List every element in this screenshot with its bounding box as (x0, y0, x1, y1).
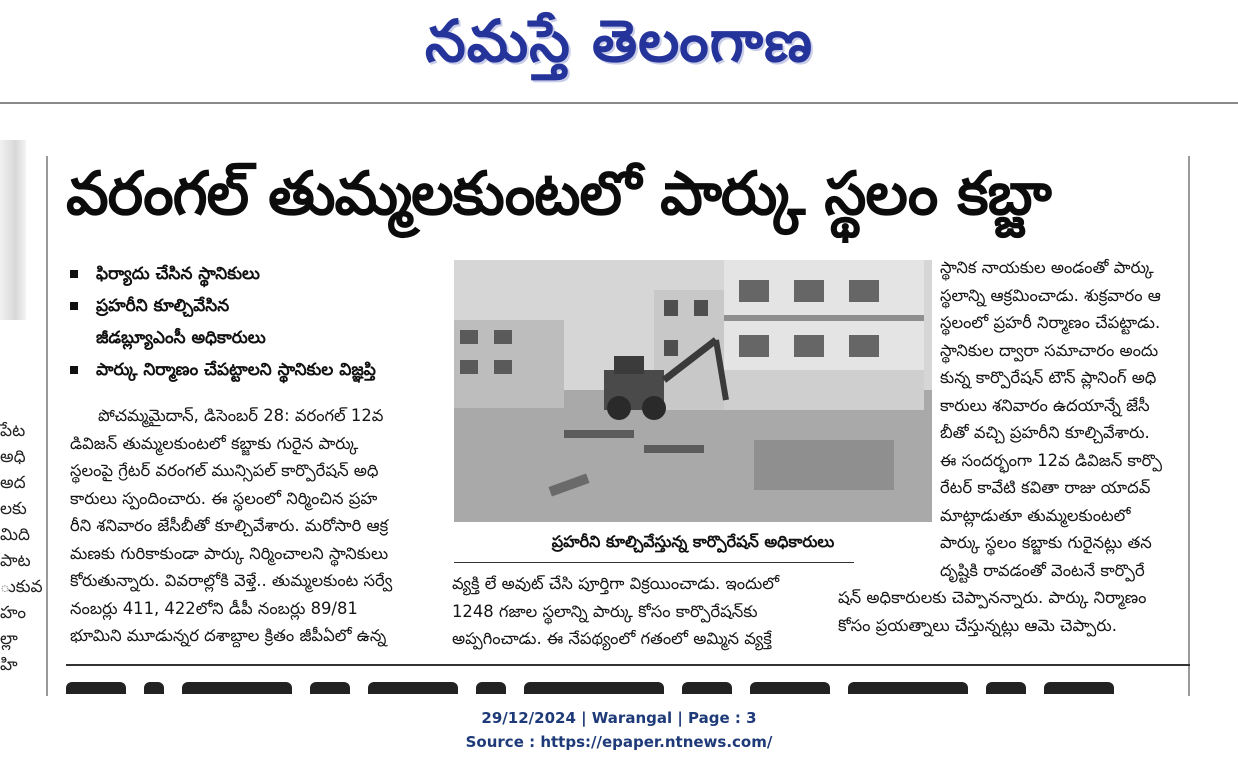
fragment-line: పేట (0, 421, 26, 441)
article-column-3-continued (838, 584, 1190, 639)
body-line: డివిజన్ తుమ్మలకుంటలో కబ్జాకు గురైన పార్కు (70, 433, 359, 453)
bullet-square-icon (70, 302, 78, 310)
body-line: మాట్లాడుతూ తుమ్మలకుంటలో (940, 505, 1131, 525)
body-line: కోరుతున్నారు. వివరాల్లోకి వెళ్తే.. తుమ్మలకుంట సర్వే (70, 571, 393, 590)
bullet-square-icon (70, 270, 78, 278)
bullet-square-icon (70, 366, 78, 374)
column-divider-left (46, 156, 48, 696)
bullet-text-continued: జీడబ్ల్యూఎంసీ అధికారులు (96, 328, 266, 348)
footer-date-edition: 29/12/2024 | Warangal | Page : 3 (481, 709, 757, 727)
fragment-line: హి (0, 655, 18, 675)
bullet-item (66, 290, 446, 354)
caption-divider (454, 562, 854, 563)
bullet-item (66, 354, 446, 386)
body-line: బీతో వచ్చి ప్రహరీని కూల్చివేశారు. (940, 423, 1150, 442)
bullet-text: ఫిర్యాదు చేసిన స్థానికులు (96, 264, 260, 284)
body-line: స్థానికుల ద్వారా సమాచారం అందు (940, 340, 1159, 360)
body-line: పార్కు స్థలం కబ్జాకు గురైనట్లు తన (940, 533, 1152, 552)
newspaper-logo: నమస్తే తెలంగాణ (425, 7, 813, 75)
body-line: భూమిని మూడున్నర దశాబ్దాల క్రితం జీపీఏలో ఉన్న (70, 626, 387, 645)
body-line: స్థలంపై గ్రేటర్ వరంగల్ మున్సిపల్ కార్పొరేషన్ అధి (70, 461, 379, 480)
body-line: నంబర్లు 411, 422లోని డీపీ నంబర్లు 89/81 (70, 598, 358, 618)
photo-caption: ప్రహరీని కూల్చివేస్తున్న కార్పొరేషన్ అధికారులు (551, 532, 835, 551)
body-line: 1248 గజాల స్థలాన్ని పార్కు కోసం కార్పొరేషన్‌కు (452, 601, 758, 621)
body-line: పోచమ్మమైదాన్, డిసెంబర్ 28: వరంగల్ 12వ (98, 406, 384, 425)
article-column-1 (70, 402, 428, 650)
fragment-line: ల్లా (0, 629, 18, 649)
fragment-line: అద (0, 473, 26, 493)
article-column-2 (452, 570, 812, 653)
body-line: రీని శనివారం జేసీబీతో కూల్చివేశారు. మరోసారి ఆక్ర (70, 516, 389, 535)
next-article-cut-text (66, 682, 1190, 694)
body-line: వ్యక్తి లే అవుట్ చేసి పూర్తిగా విక్రయించాడు. ఇందులో (452, 574, 780, 593)
article-bottom-rule (66, 664, 1190, 666)
body-line: అప్పగించాడు. ఈ నేపథ్యంలో గతంలో అమ్మిన వ్యక్తే (452, 629, 772, 648)
body-line: రేటర్ కావేటి కవితా రాజు యాదవ్ (940, 478, 1151, 497)
page-footer (0, 706, 1238, 754)
fragment-line: మిది (0, 525, 30, 545)
bullet-item (66, 258, 446, 290)
bullet-text: ప్రహరీని కూల్చివేసిన (96, 296, 230, 316)
fragment-line: లకు (0, 499, 27, 519)
article-headline: వరంగల్ తుమ్మలకుంటలో పార్కు స్థలం కబ్జా (66, 159, 1051, 229)
body-line: స్థానిక నాయకుల అండంతో పార్కు (940, 258, 1154, 277)
clipping-scan (0, 104, 1238, 694)
fragment-line: పాట (0, 551, 31, 571)
body-line: స్థలాన్ని ఆక్రమించాడు. శుక్రవారం ఆ (940, 285, 1161, 305)
adjacent-column-fragment (0, 418, 43, 678)
fragment-line: ుకువ (0, 577, 43, 597)
adjacent-photo-fragment (0, 140, 26, 320)
body-line: స్థలంలో ప్రహరీ నిర్మాణం చేపట్టాడు. (940, 313, 1161, 332)
demolition-photo-illustration (454, 260, 932, 522)
body-line: కోసం ప్రయత్నాలు చేస్తున్నట్లు ఆమె చెప్పారు. (838, 615, 1117, 635)
body-line: దృష్టికి రావడంతో వెంటనే కార్పొరే (940, 560, 1145, 580)
body-line: షన్ అధికారులకు చెప్పానన్నారు. పార్కు నిర్మాణం (838, 588, 1147, 607)
body-line: మణకు గురికాకుండా పార్కు నిర్మించాలని స్థానికులు (70, 543, 389, 563)
fragment-line: హం (0, 603, 26, 623)
body-line: కారులు స్పందించారు. ఈ స్థలంలో నిర్మించిన ప్రహ (70, 488, 378, 508)
article-column-3 (940, 254, 1190, 584)
fragment-line: అధి (0, 447, 26, 467)
body-line: ఈ సందర్భంగా 12వ డివిజన్ కార్పొ (940, 450, 1163, 470)
body-line: కారులు శనివారం ఉదయాన్నే జేసీ (940, 395, 1150, 415)
footer-source-link[interactable]: Source : https://epaper.ntnews.com/ (465, 733, 773, 751)
body-line: కున్న కార్పొరేషన్ టౌన్ ప్లానింగ్ అధి (940, 368, 1157, 387)
highlight-bullets (66, 258, 446, 386)
masthead (0, 0, 1238, 90)
bullet-text: పార్కు నిర్మాణం చేపట్టాలని స్థానికుల విజ్ఞప్తి (96, 360, 376, 380)
news-photo (454, 260, 932, 522)
